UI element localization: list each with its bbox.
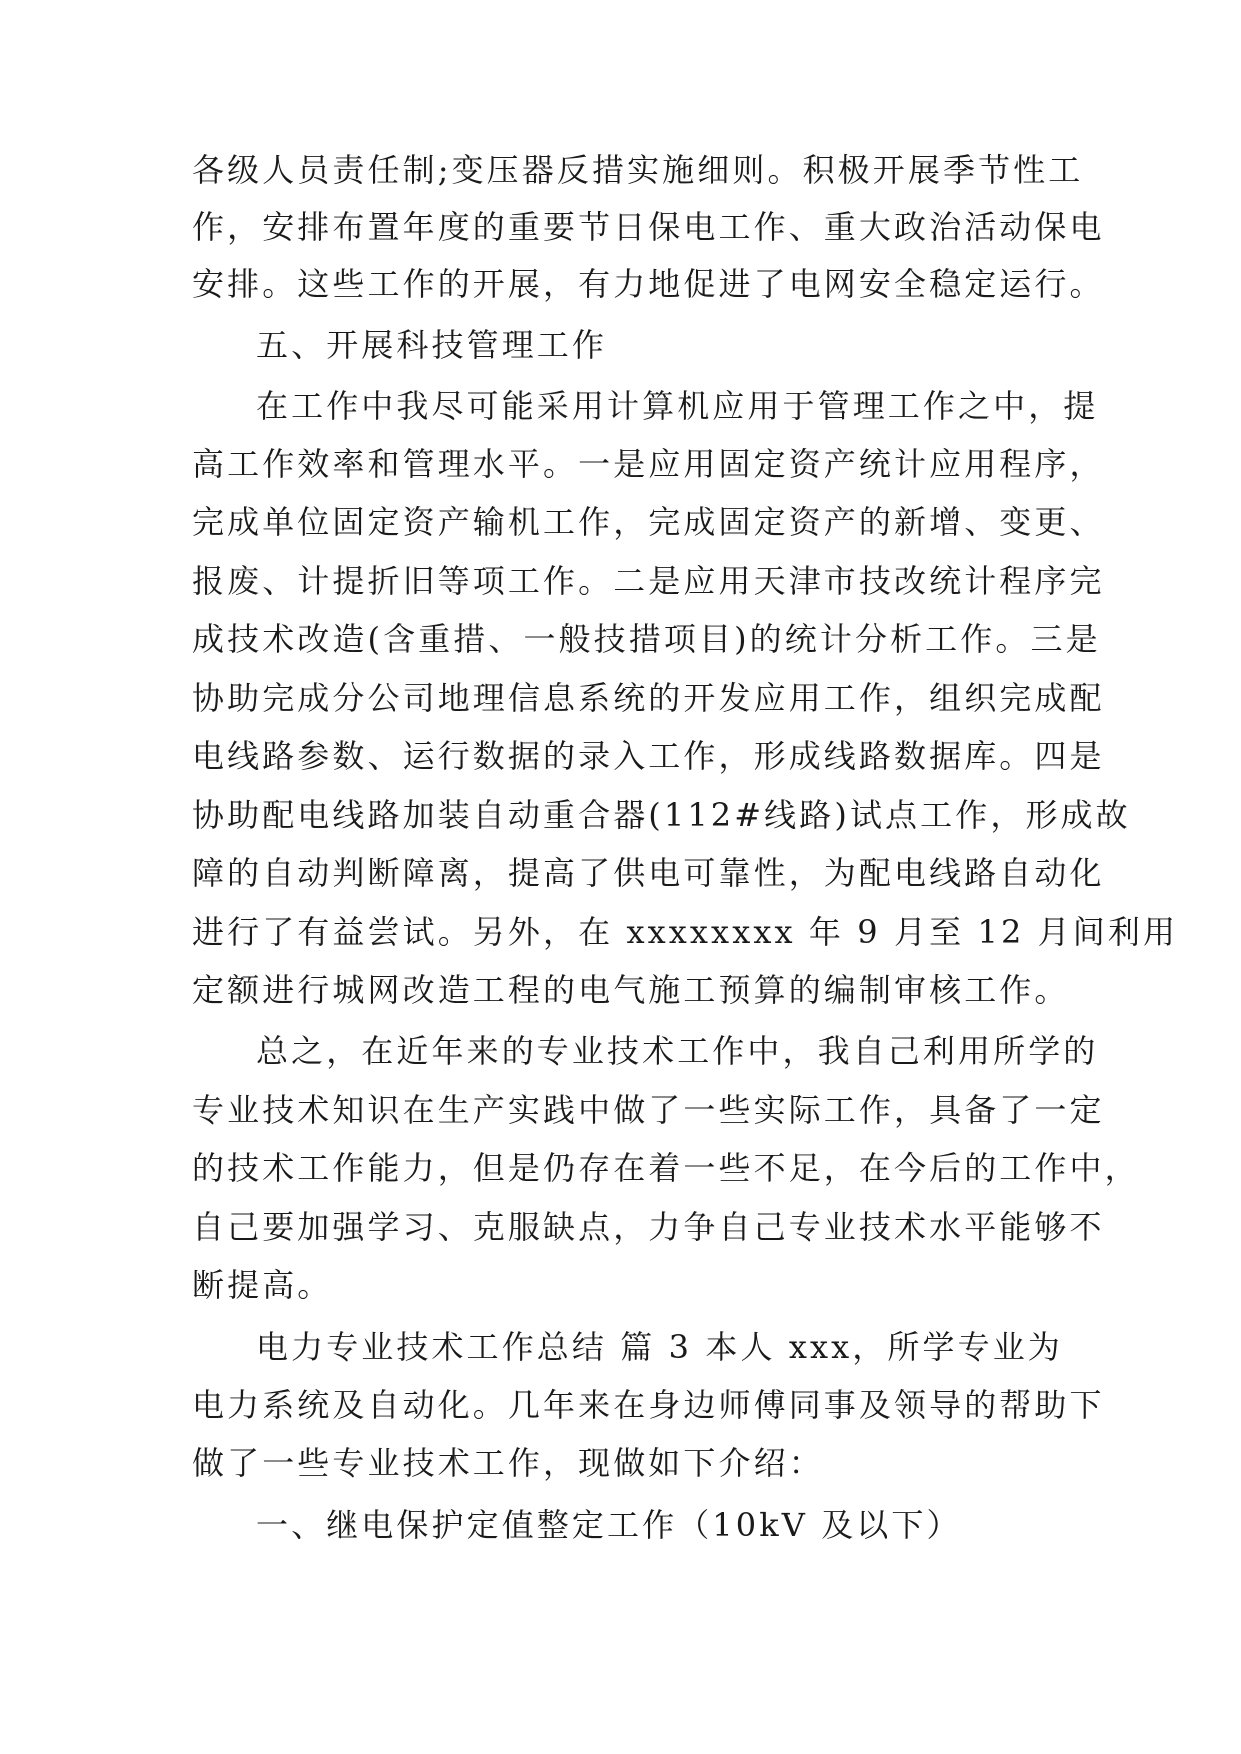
text-line: 做了一些专业技术工作，现做如下介绍： bbox=[192, 1444, 824, 1482]
text-line: 报废、计提折旧等项工作。二是应用天津市技改统计程序完 bbox=[192, 562, 1105, 600]
text-line: 协助配电线路加装自动重合器(112#线路)试点工作，形成故 bbox=[192, 796, 1131, 834]
text-line: 在工作中我尽可能采用计算机应用于管理工作之中，提 bbox=[256, 387, 1099, 425]
text-line: 协助完成分公司地理信息系统的开发应用工作，组织完成配 bbox=[192, 679, 1105, 717]
section-heading: 五、开展科技管理工作 bbox=[256, 326, 608, 364]
text-line: 电力系统及自动化。几年来在身边师傅同事及领导的帮助下 bbox=[192, 1386, 1105, 1424]
text-line: 作，安排布置年度的重要节日保电工作、重大政治活动保电 bbox=[192, 208, 1105, 246]
text-line: 专业技术知识在生产实践中做了一些实际工作，具备了一定 bbox=[192, 1091, 1105, 1129]
text-line: 高工作效率和管理水平。一是应用固定资产统计应用程序， bbox=[192, 445, 1105, 483]
text-line: 成技术改造(含重措、一般技措项目)的统计分析工作。三是 bbox=[192, 620, 1101, 658]
text-line: 总之，在近年来的专业技术工作中，我自己利用所学的 bbox=[256, 1032, 1099, 1070]
text-line: 电力专业技术工作总结 篇 3 本人 xxx，所学专业为 bbox=[256, 1328, 1063, 1366]
text-line: 定额进行城网改造工程的电气施工预算的编制审核工作。 bbox=[192, 971, 1070, 1009]
text-line: 安排。这些工作的开展，有力地促进了电网安全稳定运行。 bbox=[192, 265, 1105, 303]
text-line: 的技术工作能力，但是仍存在着一些不足，在今后的工作中， bbox=[192, 1149, 1140, 1187]
section-heading: 一、继电保护定值整定工作（10kV 及以下） bbox=[256, 1506, 962, 1544]
text-line: 各级人员责任制;变压器反措实施细则。积极开展季节性工 bbox=[192, 151, 1084, 189]
text-line: 完成单位固定资产输机工作，完成固定资产的新增、变更、 bbox=[192, 503, 1105, 541]
text-line: 进行了有益尝试。另外，在 xxxxxxxx 年 9 月至 12 月间利用 bbox=[192, 913, 1179, 951]
text-line: 电线路参数、运行数据的录入工作，形成线路数据库。四是 bbox=[192, 737, 1105, 775]
text-line: 断提高。 bbox=[192, 1266, 333, 1304]
text-line: 自己要加强学习、克服缺点，力争自己专业技术水平能够不 bbox=[192, 1208, 1105, 1246]
text-line: 障的自动判断障离，提高了供电可靠性，为配电线路自动化 bbox=[192, 854, 1105, 892]
